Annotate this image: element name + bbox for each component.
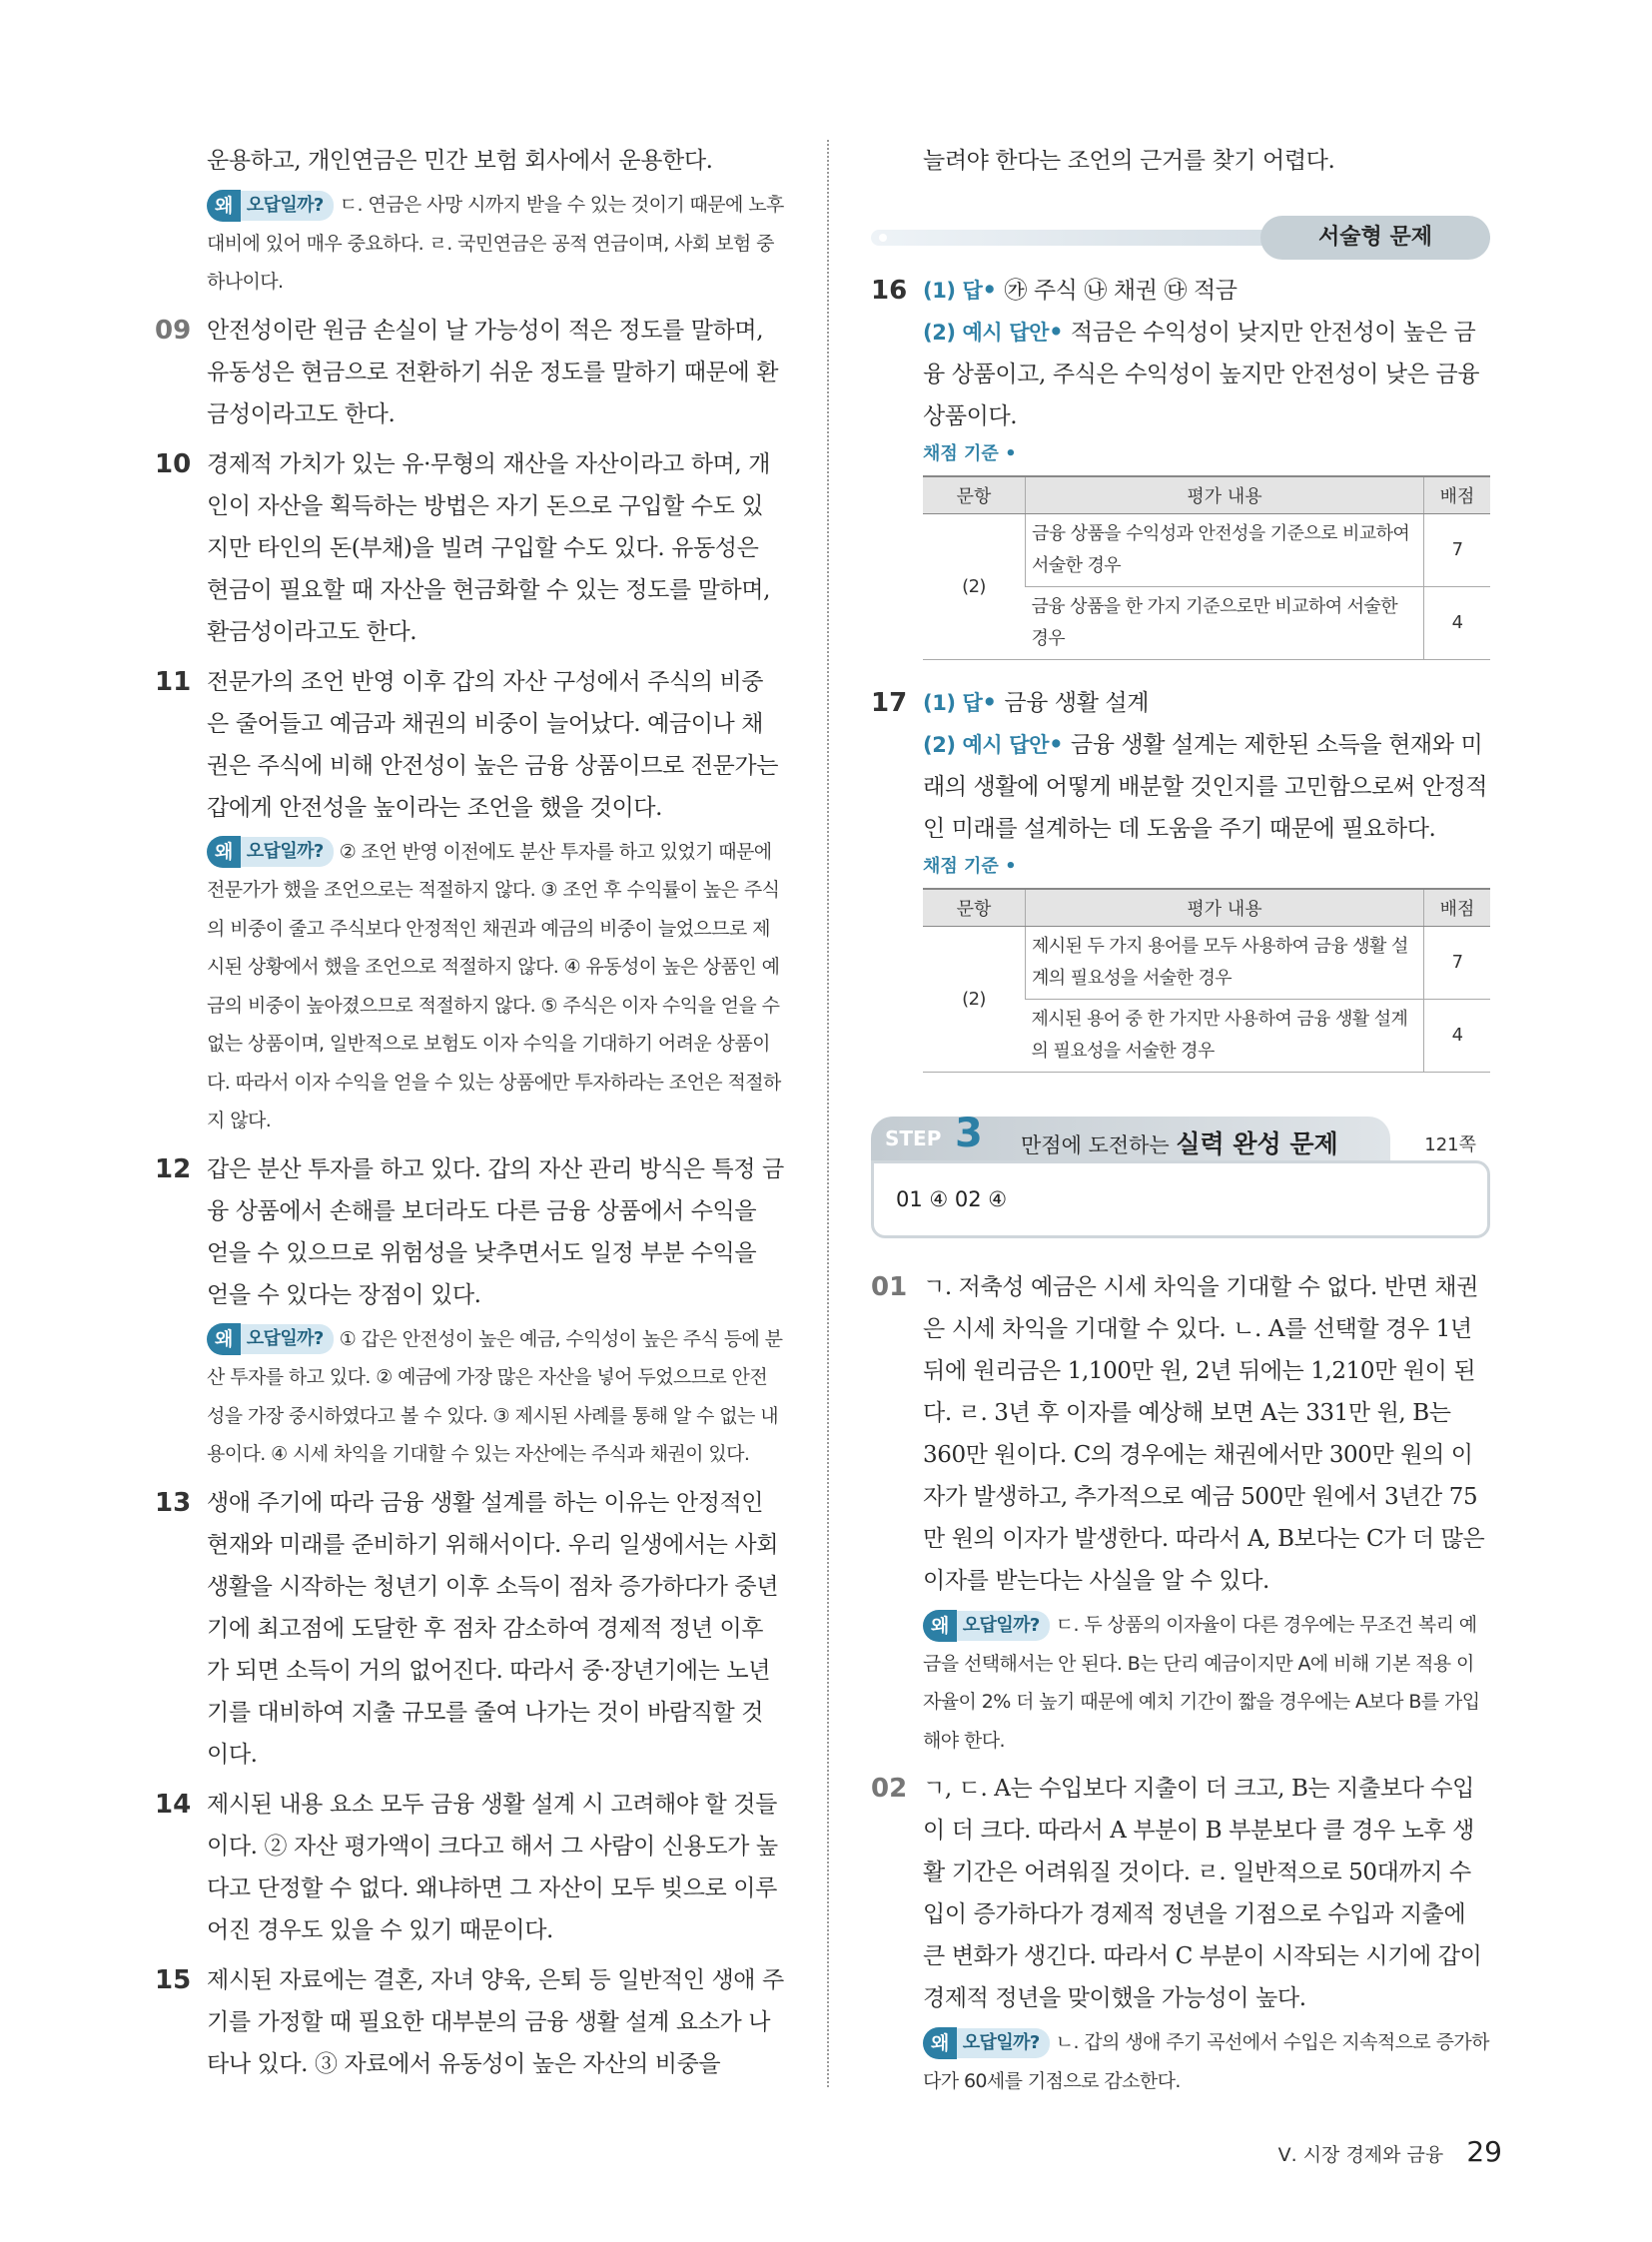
step-title: 만점에 도전하는 실력 완성 문제	[1021, 1129, 1338, 1158]
answer-item-14	[155, 1784, 784, 1951]
item-text: 전문가의 조언 반영 이후 갑의 자산 구성에서 주식의 비중은 줄어들고 예금과 채권의 비중이 늘어났다. 예금이나 채권은 주식에 비해 안전성이 높은 금융 상품이므로 전문가는 갑에게 안전성을 높이라는 조언을 했을 것이다.	[207, 668, 779, 821]
step-number: 3	[955, 1111, 983, 1156]
answer-item-11	[155, 661, 784, 1140]
item-text: 제시된 자료에는 결혼, 자녀 양육, 은퇴 등 일반적인 생애 주기를 가정할 때 필요한 대부분의 금융 생활 설계 요소가 나타나 있다. ③ 자료에서 유동성이 높은 자산의 비중을	[207, 1966, 784, 2077]
item-text: ㄱ. 저축성 예금은 시세 차익을 기대할 수 없다. 반면 채권은 시세 차익을 기대할 수 있다. ㄴ. A를 선택할 경우 1년 뒤에 원리금은 1,100만 원, 2년 뒤에는 1,210만 원이 된다. ㄹ. 3년 후 이자를 예상해 보면 A는 331만 원, B는 360만 원이다. C의 경우에는 채권에서만 300만 원의 이자가 발생하고, 추가적으로 예금 500만 원에서 3년간 75만 원의 이자가 발생한다. 따라서 A, B보다는 C가 더 많은 이자를 받는다는 사실을 알 수 있다.	[923, 1274, 1485, 1594]
quick-answers-box	[871, 1160, 1490, 1238]
item-number: 09	[155, 315, 192, 346]
table-row	[923, 927, 1490, 1000]
why-wrong-text: ㄴ. 갑의 생애 주기 곡선에서 수입은 지속적으로 증가하다가 60세를 기점으로 감소한다.	[923, 2031, 1489, 2092]
answer-part-2	[923, 724, 1490, 850]
why-wrong-badge: 왜 오답일까?	[923, 1610, 1050, 1642]
answer-text: 금융 생활 설계	[1004, 690, 1150, 716]
item-number: 17	[871, 688, 908, 718]
answer-label: (2) 예시 답안	[923, 733, 1049, 757]
content-cell: 제시된 용어 중 한 가지만 사용하여 금융 생활 설계의 필요성을 서술한 경우	[1026, 1000, 1424, 1073]
bullet-dot-icon: •	[1048, 319, 1071, 346]
page-reference: 121쪽	[1424, 1134, 1476, 1155]
why-wrong-badge: 왜 오답일까?	[207, 190, 334, 222]
bullet-dot-icon	[879, 234, 887, 242]
section-title: 서술형 문제	[1260, 216, 1490, 260]
answer-part-1	[923, 682, 1490, 724]
why-wrong-badge: 왜 오답일까?	[207, 836, 334, 868]
item-number: 15	[155, 1964, 192, 1995]
item-number: 16	[871, 276, 908, 306]
table-header: 평가 내용	[1026, 476, 1424, 514]
answer-item-16	[871, 270, 1490, 437]
scoring-criteria-label: 채점 기준 •	[923, 856, 1017, 877]
footer-section: Ⅴ. 시장 경제와 금융	[1277, 2144, 1444, 2166]
continued-text: 운용하고, 개인연금은 민간 보험 회사에서 운용한다.	[207, 148, 713, 174]
item-number: 12	[155, 1153, 192, 1184]
table-header: 배점	[1424, 889, 1491, 927]
table-header: 문항	[923, 476, 1026, 514]
scoring-table-16	[923, 475, 1490, 660]
item-text: 경제적 가치가 있는 유·무형의 재산을 자산이라고 하며, 개인이 자산을 획득하는 방법은 자기 돈으로 구입할 수도 있지만 타인의 돈(부채)을 빌려 구입할 수도 있다. 유동성은 현금이 필요할 때 자산을 현금화할 수 있는 정도를 말하며, 환금성이라고도 한다.	[207, 450, 771, 645]
score-cell: 4	[1424, 587, 1491, 660]
right-column	[871, 140, 1490, 2102]
why-wrong-badge: 왜 오답일까?	[207, 1323, 334, 1355]
bullet-dot-icon: •	[1048, 731, 1071, 758]
why-wrong-badge: 왜 오답일까?	[923, 2027, 1050, 2059]
answer-item-01	[871, 1266, 1490, 1760]
score-cell: 7	[1424, 927, 1491, 1000]
page-number: 29	[1466, 2135, 1502, 2168]
why-wrong-note	[923, 1606, 1490, 1760]
item-number: 11	[155, 666, 192, 697]
answer-item-09	[155, 310, 784, 435]
answer-item-02	[871, 1768, 1490, 2100]
answer-text: 적금은 수익성이 낮지만 안전성이 높은 금융 상품이고, 주식은 수익성이 높지만 안전성이 낮은 금융 상품이다.	[923, 320, 1480, 429]
item-text: 생애 주기에 따라 금융 생활 설계를 하는 이유는 안정적인 현재와 미래를 준비하기 위해서이다. 우리 일생에서는 사회생활을 시작하는 청년기 이후 소득이 점차 증가하다가 중년기에 최고점에 도달한 후 점차 감소하여 경제적 정년 이후가 되면 소득이 거의 없어진다. 따라서 중·장년기에는 노년기를 대비하여 지출 규모를 줄여 나가는 것이 바람직할 것이다.	[207, 1489, 779, 1768]
continued-text: 늘려야 한다는 조언의 근거를 찾기 어렵다.	[923, 148, 1335, 174]
item-number: 02	[871, 1774, 908, 1804]
score-cell: 4	[1424, 1000, 1491, 1073]
why-wrong-text: ② 조언 반영 이전에도 분산 투자를 하고 있었기 때문에 전문가가 했을 조언으로는 적절하지 않다. ③ 조언 후 수익률이 높은 주식의 비중이 줄고 주식보다 안정적인 채권과 예금의 비중이 늘었으므로 제시된 상황에서 했을 조언으로 적절하지 않다. ④ 유동성이 높은 상품인 예금의 비중이 높아졌으므로 적절하지 않다. ⑤ 주식은 이자 수익을 얻을 수 없는 상품이며, 일반적으로 보험도 이자 수익을 기대하기 어려운 상품이다. 따라서 이자 수익을 얻을 수 있는 상품에만 투자하라는 조언은 적절하지 않다.	[207, 840, 781, 1131]
table-header: 배점	[1424, 476, 1491, 514]
answer-part-1	[923, 270, 1490, 312]
why-wrong-text: ㄷ. 두 상품의 이자율이 다른 경우에는 무조건 복리 예금을 선택해서는 안 된다. B는 단리 예금이지만 A에 비해 기본 적용 이자율이 2% 더 높기 때문에 예치 기간이 짧을 경우에는 A보다 B를 가입해야 한다.	[923, 1614, 1480, 1752]
table-header: 평가 내용	[1026, 889, 1424, 927]
item-text: 안전성이란 원금 손실이 날 가능성이 적은 정도를 말하며, 유동성은 현금으로 전환하기 쉬운 정도를 말하기 때문에 환금성이라고도 한다.	[207, 317, 779, 427]
answer-label: (1) 답	[923, 691, 983, 715]
content-cell: 금융 상품을 수익성과 안전성을 기준으로 비교하여 서술한 경우	[1026, 514, 1424, 587]
item-text: ㄱ, ㄷ. A는 수입보다 지출이 더 크고, B는 지출보다 수입이 더 크다. 따라서 A 부분이 B 부분보다 클 경우 노후 생활 기간은 어려워질 것이다. ㄹ. 일반적으로 50대까지 수입이 증가하다가 경제적 정년을 기점으로 수입과 지출에 큰 변화가 생긴다. 따라서 C 부분이 시작되는 시기에 갑이 경제적 정년을 맞이했을 가능성이 높다.	[923, 1776, 1482, 2011]
item-number: 13	[155, 1487, 192, 1518]
item-text: 제시된 내용 요소 모두 금융 생활 설계 시 고려해야 할 것들이다. ② 자산 평가액이 크다고 해서 그 사람이 신용도가 높다고 단정할 수 없다. 왜냐하면 그 자산이 모두 빚으로 이루어진 경우도 있을 수 있기 때문이다.	[207, 1791, 778, 1943]
answer-item-17	[871, 682, 1490, 850]
section-header	[871, 216, 1490, 260]
question-cell: (2)	[923, 514, 1026, 660]
why-wrong-note	[207, 833, 784, 1140]
table-header-row	[923, 476, 1490, 514]
table-header-row	[923, 889, 1490, 927]
step-label: STEP	[885, 1126, 942, 1150]
score-cell: 7	[1424, 514, 1491, 587]
column-divider	[827, 140, 829, 2087]
item-text: 갑은 분산 투자를 하고 있다. 갑의 자산 관리 방식은 특정 금융 상품에서 손해를 보더라도 다른 금융 상품에서 수익을 얻을 수 있으므로 위험성을 낮추면서도 일정 부분 수익을 얻을 수 있다는 장점이 있다.	[207, 1155, 784, 1308]
item-number: 01	[871, 1272, 908, 1302]
scoring-criteria-label: 채점 기준 •	[923, 443, 1017, 464]
quick-answers: 01 ④ 02 ④	[896, 1187, 1008, 1211]
scoring-table-17	[923, 888, 1490, 1073]
left-column	[155, 140, 784, 2085]
item-number: 14	[155, 1789, 192, 1820]
item-number: 10	[155, 448, 192, 479]
answer-item-15	[155, 1959, 784, 2085]
answer-label: (2) 예시 답안	[923, 321, 1049, 345]
table-header: 문항	[923, 889, 1026, 927]
answer-text: ㉮ 주식 ㉯ 채권 ㉰ 적금	[1004, 278, 1238, 304]
why-wrong-note	[155, 186, 784, 302]
why-wrong-note	[923, 2023, 1490, 2100]
answer-item-13	[155, 1482, 784, 1776]
answer-item-10	[155, 443, 784, 653]
why-wrong-text: ① 갑은 안전성이 높은 예금, 수익성이 높은 주식 등에 분산 투자를 하고 있다. ② 예금에 가장 많은 자산을 넣어 두었으므로 안전성을 가장 중시하였다고 볼 수 있다. ③ 제시된 사례를 통해 알 수 없는 내용이다. ④ 시세 차익을 기대할 수 있는 자산에는 주식과 채권이 있다.	[207, 1327, 783, 1465]
content-cell: 금융 상품을 한 가지 기준으로만 비교하여 서술한 경우	[1026, 587, 1424, 660]
page-footer	[1278, 2135, 1502, 2168]
answer-item-12	[155, 1148, 784, 1474]
step3-tab	[871, 1111, 1390, 1160]
why-wrong-text: ㄷ. 연금은 사망 시까지 받을 수 있는 것이기 때문에 노후 대비에 있어 매우 중요하다. ㄹ. 국민연금은 공적 연금이며, 사회 보험 중 하나이다.	[207, 194, 784, 293]
answer-label: (1) 답	[923, 279, 983, 303]
answer-text: 금융 생활 설계는 제한된 소득을 현재와 미래의 생활에 어떻게 배분할 것인지를 고민함으로써 안정적인 미래를 설계하는 데 도움을 주기 때문에 필요하다.	[923, 732, 1488, 842]
table-row	[923, 514, 1490, 587]
why-wrong-note	[207, 1320, 784, 1474]
question-cell: (2)	[923, 927, 1026, 1073]
answer-part-2	[923, 312, 1490, 437]
bullet-dot-icon: •	[982, 277, 1005, 304]
content-cell: 제시된 두 가지 용어를 모두 사용하여 금융 생활 설계의 필요성을 서술한 경우	[1026, 927, 1424, 1000]
bullet-dot-icon: •	[982, 689, 1005, 716]
